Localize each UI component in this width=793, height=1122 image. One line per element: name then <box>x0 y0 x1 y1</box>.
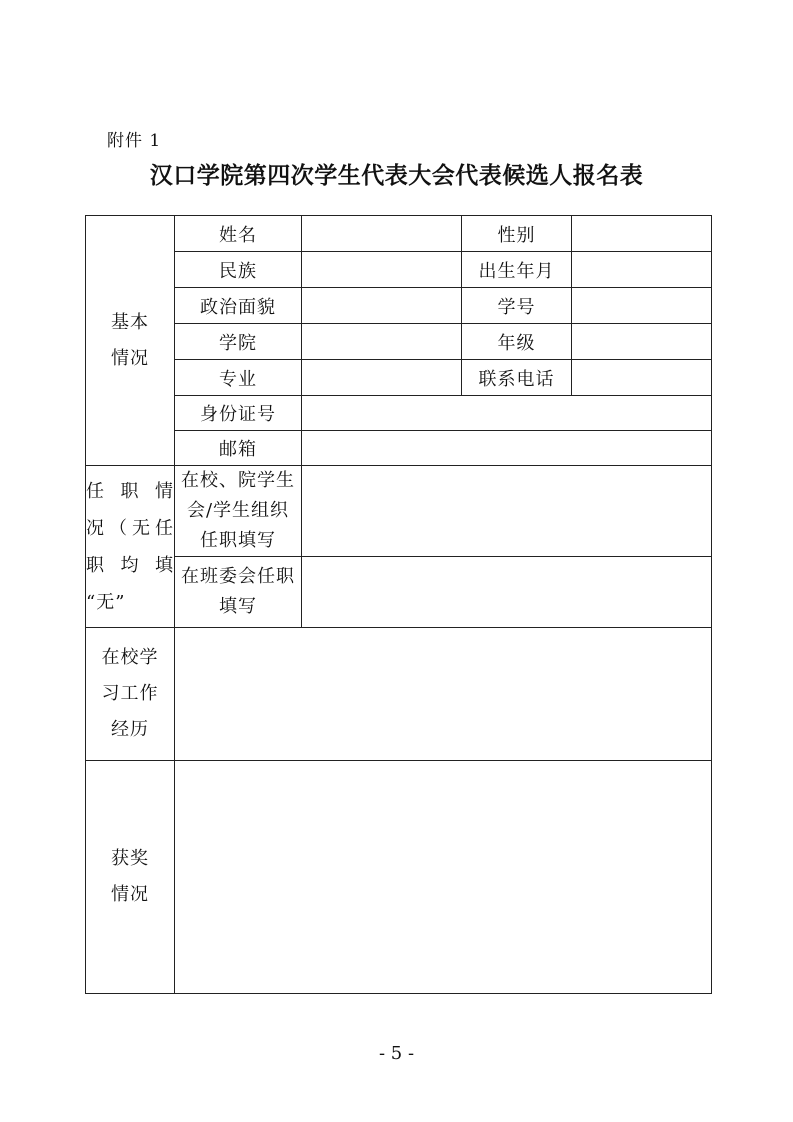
email-field[interactable] <box>302 431 712 466</box>
position-section-label <box>86 466 175 628</box>
class-position-field[interactable] <box>302 557 712 628</box>
class-line-2: 填写 <box>219 596 257 617</box>
awards-line-1: 获奖 <box>111 848 149 869</box>
union-position-field[interactable] <box>302 466 712 557</box>
experience-section-label <box>86 628 175 761</box>
position-line-3: 职 均 填 <box>86 554 174 576</box>
grade-field[interactable] <box>572 324 712 360</box>
experience-line-2: 习工作 <box>101 683 159 704</box>
ethnicity-field[interactable] <box>302 252 462 288</box>
political-field[interactable] <box>302 288 462 324</box>
union-line-2: 会/学生组织 <box>186 500 290 521</box>
birth-field[interactable] <box>572 252 712 288</box>
position-line-4: “无” <box>86 591 126 613</box>
gender-field[interactable] <box>572 216 712 252</box>
id-card-label: 身份证号 <box>175 396 302 431</box>
class-line-1: 在班委会任职 <box>181 566 295 587</box>
college-label: 学院 <box>175 324 302 360</box>
political-label: 政治面貌 <box>175 288 302 324</box>
name-field[interactable] <box>302 216 462 252</box>
major-label: 专业 <box>175 360 302 396</box>
id-card-field[interactable] <box>302 396 712 431</box>
position-line-2: 况（无任 <box>86 517 174 539</box>
awards-section-label <box>86 761 175 994</box>
awards-field[interactable] <box>175 761 712 994</box>
major-field[interactable] <box>302 360 462 396</box>
awards-line-2: 情况 <box>111 884 149 905</box>
student-id-label: 学号 <box>462 288 572 324</box>
student-id-field[interactable] <box>572 288 712 324</box>
basic-info-line-2: 情况 <box>111 347 149 369</box>
ethnicity-label: 民族 <box>175 252 302 288</box>
experience-line-3: 经历 <box>111 719 149 740</box>
basic-info-section-label <box>86 216 175 466</box>
phone-label: 联系电话 <box>462 360 572 396</box>
phone-field[interactable] <box>572 360 712 396</box>
gender-label: 性别 <box>462 216 572 252</box>
email-label: 邮箱 <box>175 431 302 466</box>
union-line-1: 在校、院学生 <box>181 470 295 491</box>
registration-form-table <box>85 215 712 994</box>
name-label: 姓名 <box>175 216 302 252</box>
page-number: - 5 - <box>378 1043 415 1064</box>
union-line-3: 任职填写 <box>200 530 276 551</box>
college-field[interactable] <box>302 324 462 360</box>
union-position-label <box>175 466 302 557</box>
form-title: 汉口学院第四次学生代表大会代表候选人报名表 <box>149 163 644 189</box>
position-line-1: 任 职 情 <box>86 480 174 502</box>
grade-label: 年级 <box>462 324 572 360</box>
experience-field[interactable] <box>175 628 712 761</box>
birth-label: 出生年月 <box>462 252 572 288</box>
experience-line-1: 在校学 <box>101 647 159 668</box>
attachment-label: 附件 1 <box>107 131 162 151</box>
class-position-label <box>175 557 302 628</box>
basic-info-line-1: 基本 <box>111 311 149 333</box>
